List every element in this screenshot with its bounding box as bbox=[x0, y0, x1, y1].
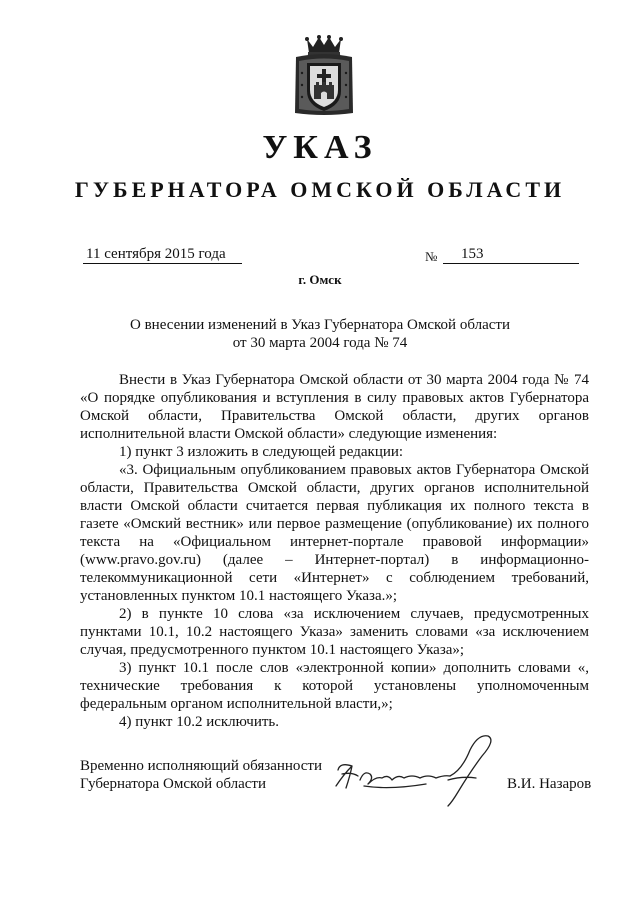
paragraph-intro: Внести в Указ Губернатора Омской области от 30 марта 2004 года № 74 «О порядке опубликования и вступления в силу правовых актов Губернатора Омской области, Правительства Омской области, других органов исполнительной власти Омской области» следующие изменения: bbox=[80, 372, 589, 442]
city-line: г. Омск bbox=[298, 272, 342, 287]
subject-line-2: от 30 марта 2004 года № 74 bbox=[232, 335, 408, 351]
issuer-title: ГУБЕРНАТОРА ОМСКОЙ ОБЛАСТИ bbox=[74, 177, 566, 202]
document-subject bbox=[0, 316, 640, 352]
document-date: 11 сентября 2015 года bbox=[83, 245, 242, 264]
signatory-position-line-1: Временно исполняющий обязанности bbox=[80, 758, 323, 774]
signatory-position-line-2: Губернатора Омской области bbox=[80, 776, 266, 792]
paragraph-item-2: 2) в пункте 10 слова «за исключением случаев, предусмотренных пунктами 10.1, 10.2 настоящего Указа» заменить словами «за исключением случая, предусмотренного пунктом 10.1 настоящего Указа»; bbox=[80, 606, 589, 658]
subject-line-1: О внесении изменений в Указ Губернатора Омской области bbox=[130, 317, 510, 333]
document-body bbox=[80, 371, 589, 731]
number-label: № bbox=[425, 249, 438, 264]
document-type-title: УКАЗ bbox=[262, 129, 378, 166]
signatory-name: В.И. Назаров bbox=[507, 776, 592, 792]
handwritten-signature-icon bbox=[330, 730, 500, 808]
paragraph-item-3: 3) пункт 10.1 после слов «электронной копии» дополнить словами «, технические требования к которой установлены уполномоченным федеральным органом исполнительной власти,»; bbox=[80, 660, 589, 712]
paragraph-item-4: 4) пункт 10.2 исключить. bbox=[119, 714, 280, 730]
paragraph-new-clause-3: «3. Официальным опубликованием правовых актов Губернатора Омской области, Правительства Омской области, других органов исполнительной власти Омской области считается первая публикация их полного текста в газете «Омский вестник» или первое размещение (опубликование) их полного текста на «Официальном интернет-портале правовой информации» (www.pravo.gov.ru) (далее – Интернет-портал) в информационно-телекоммуникационной сети «Интернет» с соблюдением требований, установленных пунктом 10.1 настоящего Указа.»; bbox=[80, 462, 589, 604]
paragraph-item-1: 1) пункт 3 изложить в следующей редакции: bbox=[119, 444, 404, 460]
document-number: 153 bbox=[443, 245, 579, 264]
omsk-coat-of-arms-icon bbox=[293, 33, 355, 117]
signatory-position bbox=[80, 757, 322, 793]
